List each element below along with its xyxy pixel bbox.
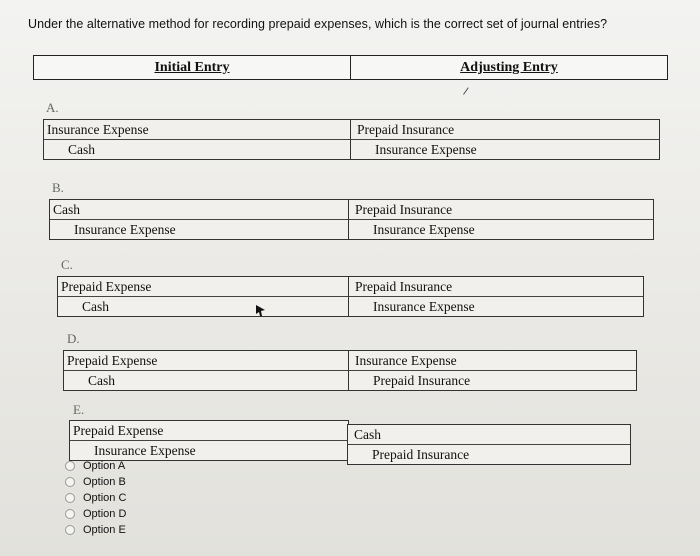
option-e-initial-entry — [69, 420, 349, 461]
debit-line: Prepaid Insurance — [357, 122, 455, 137]
credit-line: Insurance Expense — [70, 440, 348, 460]
credit-line: Cash — [44, 139, 350, 159]
option-d-adjusting-entry — [348, 350, 637, 391]
option-b-initial-entry — [49, 199, 350, 240]
credit-line: Prepaid Insurance — [349, 370, 636, 390]
debit-line: Prepaid Expense — [73, 423, 164, 438]
credit-line: Cash — [58, 296, 349, 316]
option-a-adjusting-entry — [350, 119, 660, 160]
radio-button[interactable] — [65, 493, 75, 503]
choice-label[interactable]: Option B — [83, 476, 126, 488]
choice-label[interactable]: Option E — [83, 524, 126, 536]
credit-line: Prepaid Insurance — [348, 444, 630, 464]
choice-option-e[interactable] — [65, 522, 126, 538]
option-c-initial-entry — [57, 276, 350, 317]
choice-label[interactable]: Option C — [83, 492, 127, 504]
choice-option-d[interactable] — [65, 506, 126, 522]
choice-option-b[interactable] — [65, 474, 126, 490]
option-a-initial-entry — [43, 119, 351, 160]
credit-line: Cash — [64, 370, 349, 390]
column-header-row — [33, 55, 668, 80]
option-c-letter: C. — [61, 257, 73, 272]
radio-button[interactable] — [65, 509, 75, 519]
option-e-adjusting-entry — [347, 424, 631, 465]
radio-button[interactable] — [65, 461, 75, 471]
answer-choices — [65, 458, 126, 538]
debit-line: Insurance Expense — [47, 122, 149, 137]
question-text: Under the alternative method for recording prepaid expenses, which is the correct set of journal entries? — [28, 17, 608, 31]
credit-line: Insurance Expense — [349, 296, 643, 316]
credit-line: Insurance Expense — [50, 219, 349, 239]
choice-option-a[interactable] — [65, 458, 126, 474]
credit-line: Insurance Expense — [349, 219, 653, 239]
mouse-cursor-icon — [255, 304, 267, 318]
debit-line: Prepaid Expense — [67, 353, 158, 368]
option-a-letter: A. — [46, 100, 59, 115]
option-b-letter: B. — [52, 180, 64, 195]
credit-line: Insurance Expense — [351, 139, 659, 159]
option-d-letter: D. — [67, 331, 80, 346]
pen-mark-icon: / — [462, 85, 470, 99]
debit-line: Cash — [53, 202, 80, 217]
choice-label[interactable]: Option D — [83, 508, 127, 520]
choice-label[interactable]: Option A — [83, 460, 126, 472]
debit-line: Insurance Expense — [355, 353, 457, 368]
initial-entry-header: Initial Entry — [154, 59, 230, 75]
adjusting-entry-header: Adjusting Entry — [350, 56, 667, 79]
option-d-initial-entry — [63, 350, 350, 391]
debit-line: Cash — [354, 427, 381, 442]
radio-button[interactable] — [65, 477, 75, 487]
debit-line: Prepaid Insurance — [355, 279, 453, 294]
option-e-letter: E. — [73, 402, 85, 417]
radio-button[interactable] — [65, 525, 75, 535]
option-c-adjusting-entry — [348, 276, 644, 317]
choice-option-c[interactable] — [65, 490, 126, 506]
option-b-adjusting-entry — [348, 199, 654, 240]
debit-line: Prepaid Insurance — [355, 202, 453, 217]
debit-line: Prepaid Expense — [61, 279, 152, 294]
